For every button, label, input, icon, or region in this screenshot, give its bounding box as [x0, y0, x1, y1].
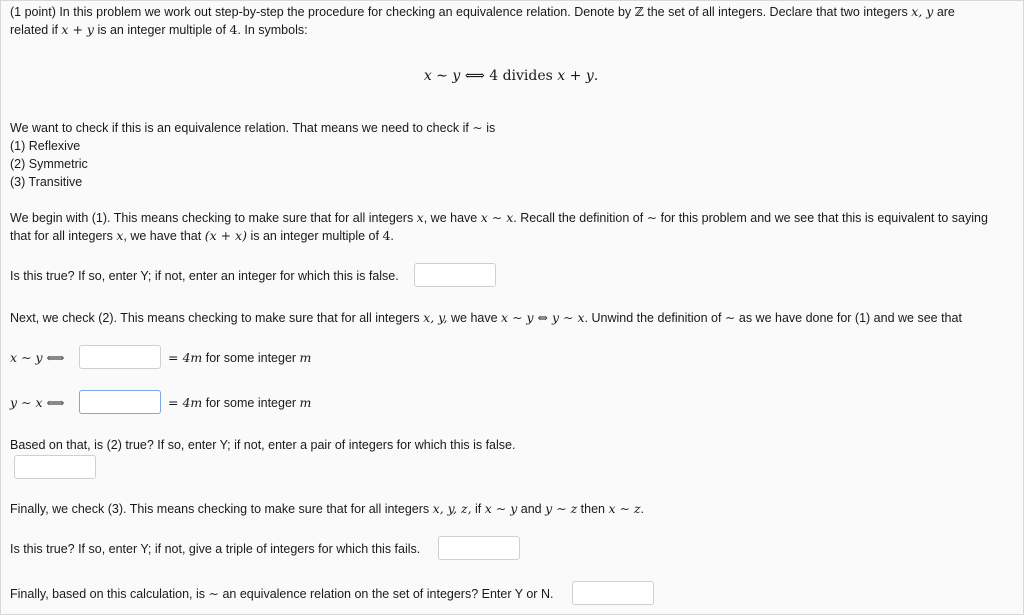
equivalence-answer-input[interactable] [572, 581, 654, 605]
list-item-transitive: (3) Transitive [10, 175, 83, 189]
sym-left-input[interactable] [79, 345, 161, 369]
intro-line-2: related if x + y is an integer multiple of 4. In symbols: [10, 22, 308, 37]
definition-formula: x ∼ y ⟺ 4 divides x + y. [423, 68, 599, 84]
step1-line-2: that for all integers x, we have that (x + x) is an integer multiple of 4. [10, 228, 394, 243]
want-line: We want to check if this is an equivalence relation. That means we need to check if ∼ is [10, 120, 496, 135]
step3-question: Is this true? If so, enter Y; if not, give a triple of integers for which this fails. [10, 542, 421, 556]
transitive-answer-input[interactable] [438, 536, 520, 560]
intro-line-1: (1 point) In this problem we work out step-by-step the procedure for checking an equivalence relation. Denote by ℤ the set of all integers. Declare that two integers x, y are [10, 4, 955, 19]
step2-question: Based on that, is (2) true? If so, enter Y; if not, enter a pair of integers for which this is false. [10, 438, 516, 452]
list-item-reflexive: (1) Reflexive [10, 139, 81, 153]
step1-question: Is this true? If so, enter Y; if not, enter an integer for which this is false. [10, 269, 399, 283]
step3-line: Finally, we check (3). This means checking to make sure that for all integers x, y, z, if x ∼ y and y ∼ z then x ∼ z. [10, 501, 645, 516]
sym-row1-label: x ∼ y ⟺ [10, 350, 65, 365]
reflexive-answer-input[interactable] [414, 263, 496, 287]
sym-row2-label: y ∼ x ⟺ [10, 395, 65, 410]
step2-line: Next, we check (2). This means checking to make sure that for all integers x, y, we have x ∼ y ⇔ y ∼ x. Unwind the definition of ∼ as we have done for (1) and we see that [10, 310, 962, 325]
symmetric-answer-input[interactable] [14, 455, 96, 479]
sym-row1-rhs: = 4m for some integer m [168, 350, 312, 365]
step1-line-1: We begin with (1). This means checking to make sure that for all integers x, we have x ∼ x. Recall the definition of ∼ for this problem and we see that this is equivalent to saying [10, 210, 988, 225]
sym-row2-rhs: = 4m for some integer m [168, 395, 312, 410]
list-item-symmetric: (2) Symmetric [10, 157, 88, 171]
final-question: Finally, based on this calculation, is ∼ an equivalence relation on the set of integers? Enter Y or N. [10, 586, 554, 601]
sym-right-input[interactable] [79, 390, 161, 414]
